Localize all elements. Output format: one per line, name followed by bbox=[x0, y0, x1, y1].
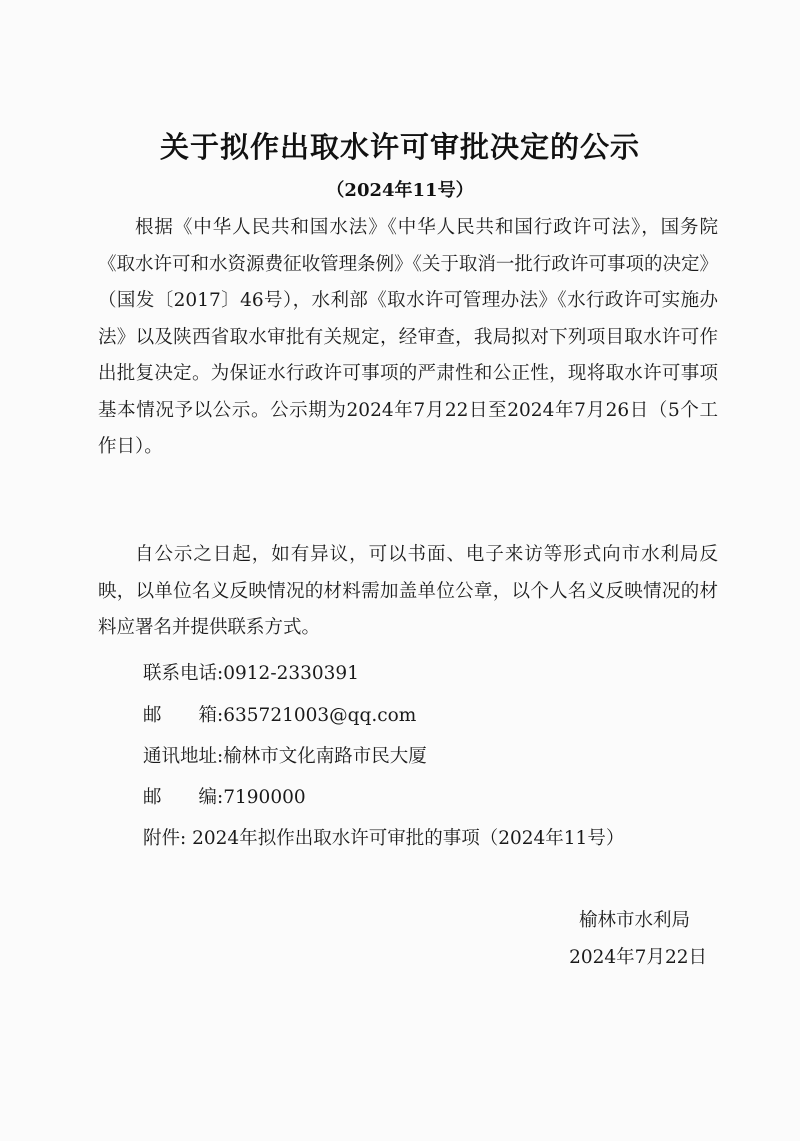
paragraph-objection-notice: 自公示之日起，如有异议，可以书面、电子来访等形式向市水利局反映，以单位名义反映情况的材料需加盖单位公章，以个人名义反映情况的材料应署名并提供联系方式。 bbox=[98, 544, 718, 638]
attachment-line bbox=[143, 825, 624, 853]
contact-address-value: 榆林市文化南路市民大厦 bbox=[223, 746, 427, 767]
attachment-label: 附件: bbox=[143, 828, 187, 849]
contact-email bbox=[143, 702, 416, 730]
contact-postcode-value: 7190000 bbox=[223, 787, 306, 808]
signature-organization: 榆林市水利局 bbox=[578, 910, 690, 931]
contact-postcode-label: 邮 编: bbox=[143, 787, 224, 808]
contact-phone bbox=[143, 660, 359, 688]
document-number: （2024年11号） bbox=[326, 180, 474, 201]
contact-email-value: 635721003@qq.com bbox=[223, 705, 417, 726]
contact-email-label: 邮 箱: bbox=[143, 705, 224, 726]
signature-date: 2024年7月22日 bbox=[569, 947, 707, 968]
contact-address-label: 通讯地址: bbox=[143, 746, 224, 767]
paragraph-legal-basis: 根据《中华人民共和国水法》《中华人民共和国行政许可法》，国务院《取水许可和水资源费征收管理条例》《关于取消一批行政许可事项的决定》（国发〔2017〕46号），水利部《取水许可管理办法》《水行政许可实施办法》以及陕西省取水审批有关规定，经审查，我局拟对下列项目取水许可作出批复决定。为保证水行政许可事项的严肃性和公正性，现将取水许可事项基本情况予以公示。公示期为2024年7月22日至2024年7月26日（5个工作日）。 bbox=[98, 217, 718, 457]
attachment-value: 2024年拟作出取水许可审批的事项（2024年11号） bbox=[186, 828, 625, 849]
contact-postcode bbox=[143, 784, 306, 812]
contact-phone-value: 0912-2330391 bbox=[223, 663, 359, 684]
contact-address bbox=[143, 743, 427, 771]
document-title: 关于拟作出取水许可审批决定的公示 bbox=[159, 130, 640, 164]
contact-phone-label: 联系电话: bbox=[143, 663, 224, 684]
